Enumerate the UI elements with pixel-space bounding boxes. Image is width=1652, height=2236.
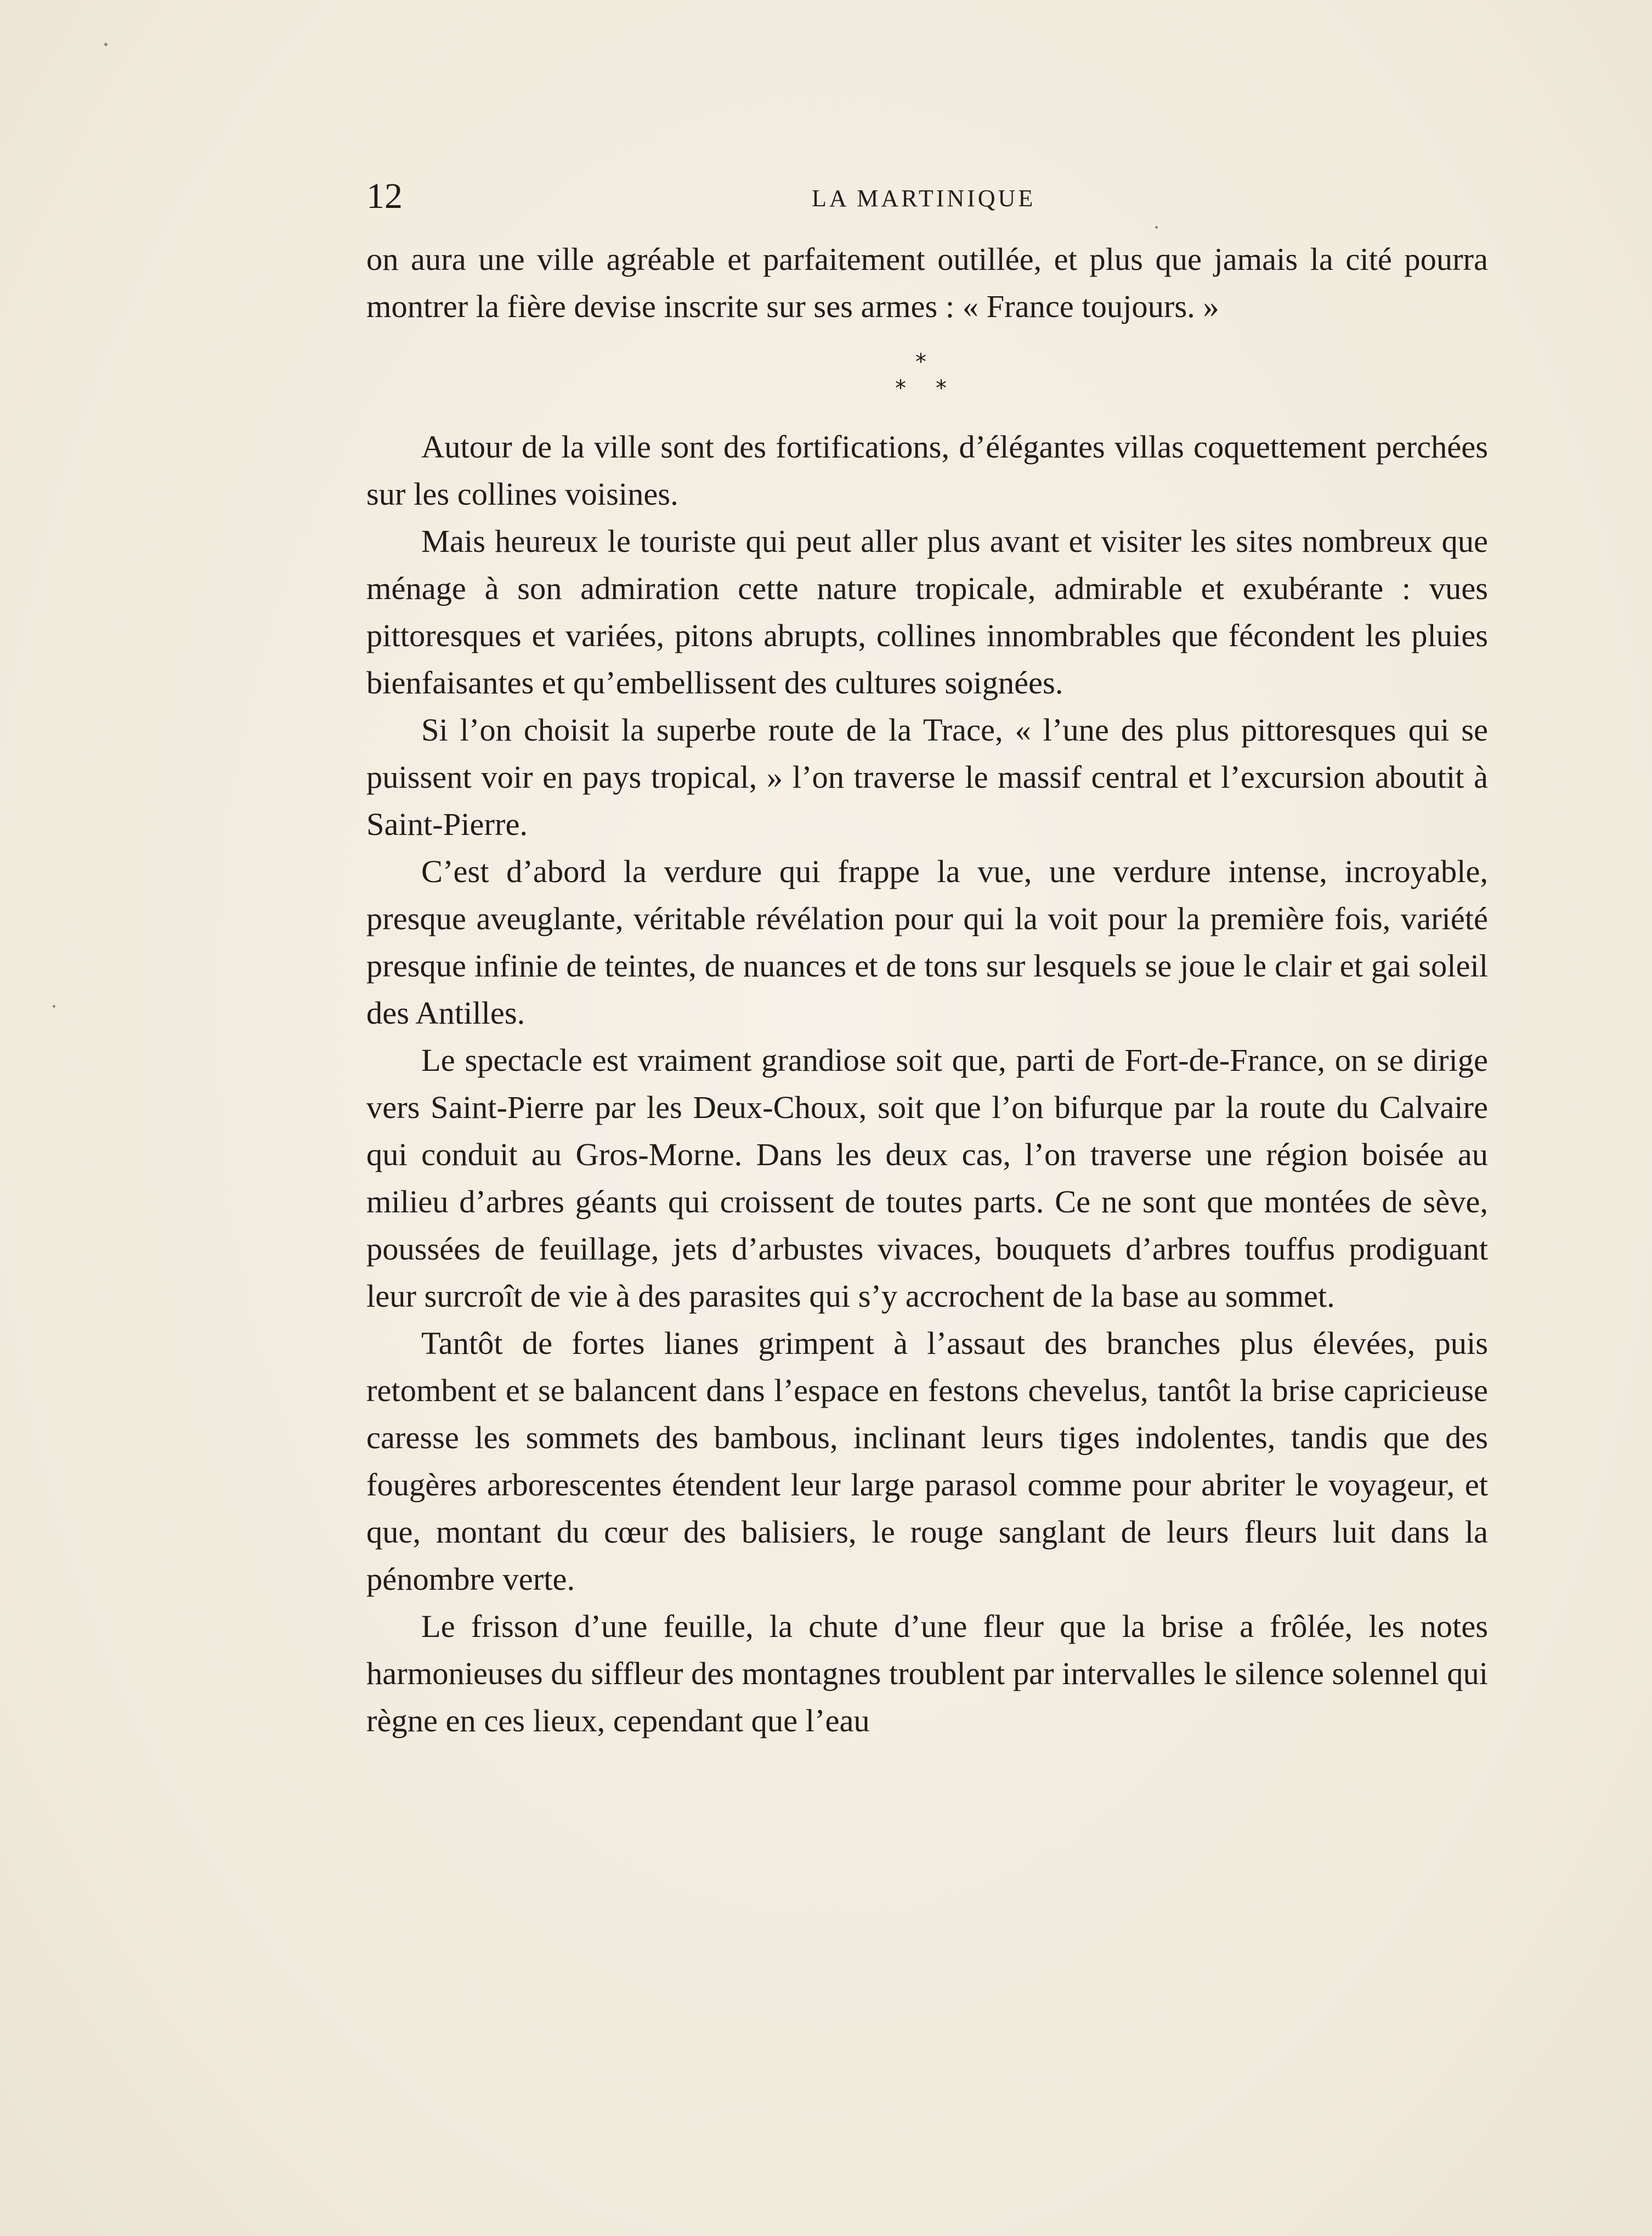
paragraph: Mais heureux le touriste qui peut aller plus avant et visiter les sites nombreux que ménage à son admiration cette nature tropicale, admirable et exubérante : vues pittoresques et variées, pitons abrupts, collines innombrables que fécondent les pluies bienfaisantes et qu’embellissent des cultures soignées. <box>366 523 1488 701</box>
paper-speck <box>104 43 108 46</box>
section-break-asterism <box>366 330 1488 424</box>
paragraph: Le frisson d’une feuille, la chute d’une fleur que la brise a frôlée, les notes harmonieuses du siffleur des montagnes troublent par intervalles le silence solennel qui règne en ces lieux, cependant que l’eau <box>366 1608 1488 1738</box>
page-header <box>366 174 1485 218</box>
asterism-star: * <box>936 376 947 401</box>
paragraph-continuation: on aura une ville agréable et parfaitement outillée, et plus que jamais la cité pourra montrer la fière devise inscrite sur ses armes : « France toujours. » <box>366 241 1488 324</box>
page-number: 12 <box>366 176 403 216</box>
asterism-star: * <box>915 349 926 375</box>
paragraph: Autour de la ville sont des fortifications, d’élégantes villas coquettement perchées sur les collines voisines. <box>366 429 1488 512</box>
paragraph: Le spectacle est vraiment grandiose soit que, parti de Fort-de-France, on se dirige vers Saint-Pierre par les Deux-Choux, soit que l’on bifurque par la route du Calvaire qui conduit au Gros-Morne. Dans les deux cas, l’on traverse une région boisée au milieu d’arbres géants qui croissent de toutes parts. Ce ne sont que montées de sève, poussées de feuillage, jets d’arbustes vivaces, bouquets d’arbres touffus prodiguant leur surcroît de vie à des parasites qui s’y accrochent de la base au sommet. <box>366 1042 1488 1314</box>
paragraph: C’est d’abord la verdure qui frappe la vue, une verdure intense, incroyable, presque aveuglante, véritable révélation pour qui la voit pour la première fois, variété presque infinie de teintes, de nuances et de tons sur lesquels se joue le clair et gai soleil des Antilles. <box>366 854 1488 1031</box>
body-text <box>366 236 1488 1744</box>
paragraph: Tantôt de fortes lianes grimpent à l’assaut des branches plus élevées, puis retombent et se balancent dans l’espace en festons chevelus, tantôt la brise capricieuse caresse les sommets des bambous, inclinant leurs tiges indolentes, tandis que des fougères arborescentes étendent leur large parasol comme pour abriter le voyageur, et que, montant du cœur des balisiers, le rouge sanglant de leurs fleurs luit dans la pénombre verte. <box>366 1325 1488 1597</box>
paper-speck <box>53 1005 55 1008</box>
asterism-star: * <box>895 376 906 401</box>
paper-speck <box>1155 226 1158 229</box>
paragraph: Si l’on choisit la superbe route de la Trace, « l’une des plus pittoresques qui se puissent voir en pays tropical, » l’on traverse le massif central et l’excursion aboutit à Saint-Pierre. <box>366 712 1488 842</box>
running-head: LA MARTINIQUE <box>812 185 1036 212</box>
